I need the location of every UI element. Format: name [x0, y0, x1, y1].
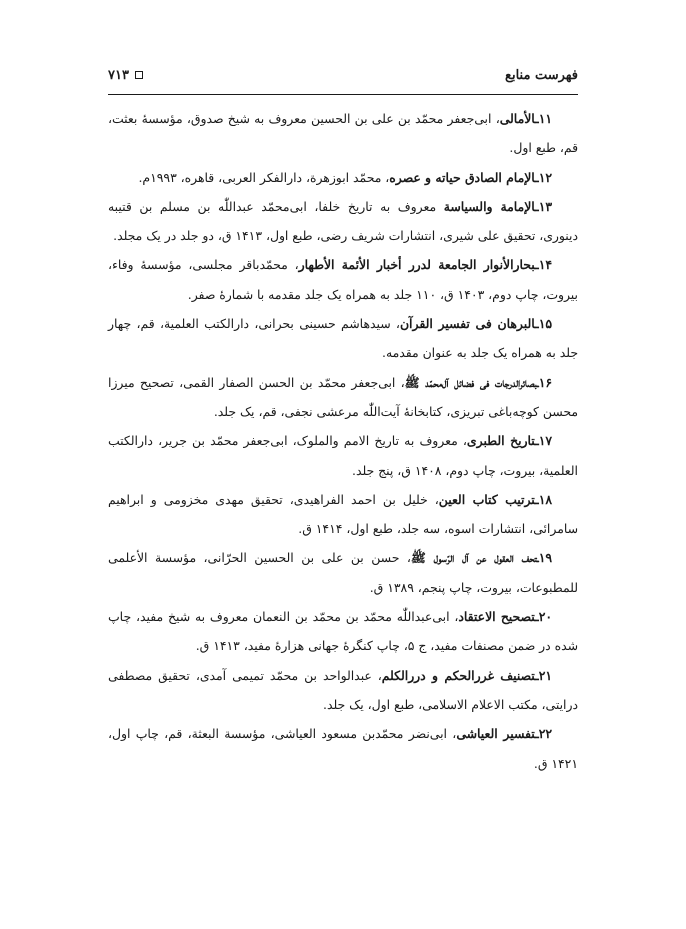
- entry-title: الأمالی: [499, 111, 536, 126]
- entry-number: ۲۱ـ: [535, 667, 552, 683]
- entry-number: ۲۲ـ: [535, 726, 553, 742]
- entry-title: تاریخ الطبری: [466, 433, 536, 449]
- running-head: [108, 62, 578, 88]
- bibliography-entry: [108, 309, 578, 368]
- bibliography-entry: [108, 719, 578, 778]
- bibliography-entry: [108, 250, 578, 309]
- bibliography-entry: [108, 368, 578, 427]
- entry-number: ۱۶ـ: [537, 374, 552, 390]
- entry-number: ۱۲ـ: [535, 169, 552, 185]
- entry-title: بصائرالدرجات فی فضائل آل‌محمّد ﷺ: [404, 374, 538, 390]
- entry-text: ، ابی‌جعفر محمّد بن الحسن الصفار القمی، تصحیح میرزا محسن کوچه‌باغی تبریزی، کتابخانهٔ آیت‌اللّٰه مرعشی نجفی، قم، یک جلد.: [108, 374, 578, 419]
- entry-number: ۱۷ـ: [535, 433, 553, 449]
- entry-text: ، ابی‌نضر محمّدبن مسعود العیاشی، مؤسسة البعثة، قم، چاپ اول، ۱۴۲۱ ق.: [108, 726, 578, 771]
- bibliography-entry: [108, 602, 578, 661]
- bibliography-entry: [108, 163, 578, 192]
- entry-title: ترتیب کتاب العین: [438, 491, 536, 507]
- bibliography-entry: [108, 104, 578, 163]
- entry-text: ، محمّد ابوزهرة، دارالفکر العربی، قاهره، ۱۹۹۳م.: [138, 169, 390, 185]
- entry-title: تحف العقول عن آل الرّسول ﷺ: [410, 550, 538, 566]
- entry-title: البرهان فی تفسیر القرآن: [399, 316, 536, 332]
- running-head-title: فهرست منابع: [505, 67, 578, 83]
- bibliography-entry: [108, 543, 578, 602]
- entry-text: ، خلیل بن احمد الفراهیدی، تحقیق مهدی مخزومی و ابراهیم سامرائی، انتشارات اسوه، سه جلد، طبع اول، ۱۴۱۴ ق.: [108, 491, 578, 537]
- bibliography-entry: [108, 661, 578, 720]
- entry-text: معروف به تاریخ خلفا، ابی‌محمّد عبداللّٰه بن مسلم بن قتیبه دینوری، تحقیق علی شیری، انتشارات شریف رضی، طبع اول، ۱۴۱۳ ق، دو جلد در یک مجلد.: [108, 198, 578, 244]
- entry-text: ، محمّدباقر مجلسی، مؤسسهٔ وفاء، بیروت، چاپ دوم، ۱۴۰۳ ق، ۱۱۰ جلد به همراه یک جلد مقدمه با شمارهٔ صفر.: [108, 257, 578, 302]
- entry-title: تفسیر العیاشی: [456, 726, 536, 742]
- entry-title: الإمام الصادق حیاته و عصره: [389, 169, 536, 185]
- entry-number: ۱۵ـ: [535, 316, 552, 332]
- entry-title: الإمامة والسیاسة: [443, 198, 536, 214]
- header-rule: [108, 94, 578, 95]
- entry-number: ۲۰ـ: [535, 609, 552, 625]
- entry-number: ۱۸ـ: [535, 491, 552, 507]
- bibliography-entry: [108, 485, 578, 544]
- entry-text: ، ابی‌عبداللّٰه محمّد بن محمّد بن النعمان معروف به شیخ مفید، چاپ شده در ضمن مصنفات مفید، ج ۵، چاپ کنگرهٔ جهانی هزارهٔ مفید، ۱۴۱۳ ق.: [108, 609, 578, 654]
- entry-text: ، معروف به تاریخ الامم والملوک، ابی‌جعفر محمّد بن جریر، دارالکتب العلمیة، بیروت، چاپ دوم، ۱۴۰۸ ق، پنج جلد.: [108, 433, 578, 478]
- entry-text: ، سیدهاشم حسینی بحرانی، دارالکتب العلمیة، قم، چهار جلد به همراه یک جلد به عنوان مقدمه.: [108, 316, 578, 361]
- entry-number: ۱۹ـ: [537, 550, 553, 566]
- square-icon: [135, 71, 143, 79]
- entry-number: ۱۳ـ: [535, 198, 552, 214]
- entry-text: ، ابی‌جعفر محمّد بن علی بن الحسین معروف به شیخ صدوق، مؤسسهٔ بعثت، قم، طبع اول.: [108, 111, 578, 156]
- page-number-block: [108, 68, 143, 83]
- entry-title: تصحیح الاعتقاد: [458, 609, 536, 625]
- entry-number: ۱۱ـ: [535, 111, 552, 126]
- entry-number: ۱۴ـ: [535, 257, 552, 273]
- bibliography-entry: [108, 192, 578, 251]
- entry-title: بحارالأنوار الجامعة لدرر أخبار الأئمة الأطهار: [298, 257, 536, 273]
- bibliography-list: [108, 104, 578, 778]
- page-number: ۷۱۳: [108, 67, 129, 83]
- entry-text: ، حسن بن علی بن الحسین الحرّانی، مؤسسة الأعلمی للمطبوعات، بیروت، چاپ پنجم، ۱۳۸۹ ق.: [108, 550, 578, 595]
- entry-title: تصنیف غررالحکم و دررالکلم: [381, 667, 536, 683]
- entry-text: ، عبدالواحد بن محمّد تمیمی آمدی، تحقیق مصطفی درایتی، مکتب الاعلام الاسلامی، طبع اول، یک جلد.: [108, 667, 578, 712]
- bibliography-entry: [108, 426, 578, 485]
